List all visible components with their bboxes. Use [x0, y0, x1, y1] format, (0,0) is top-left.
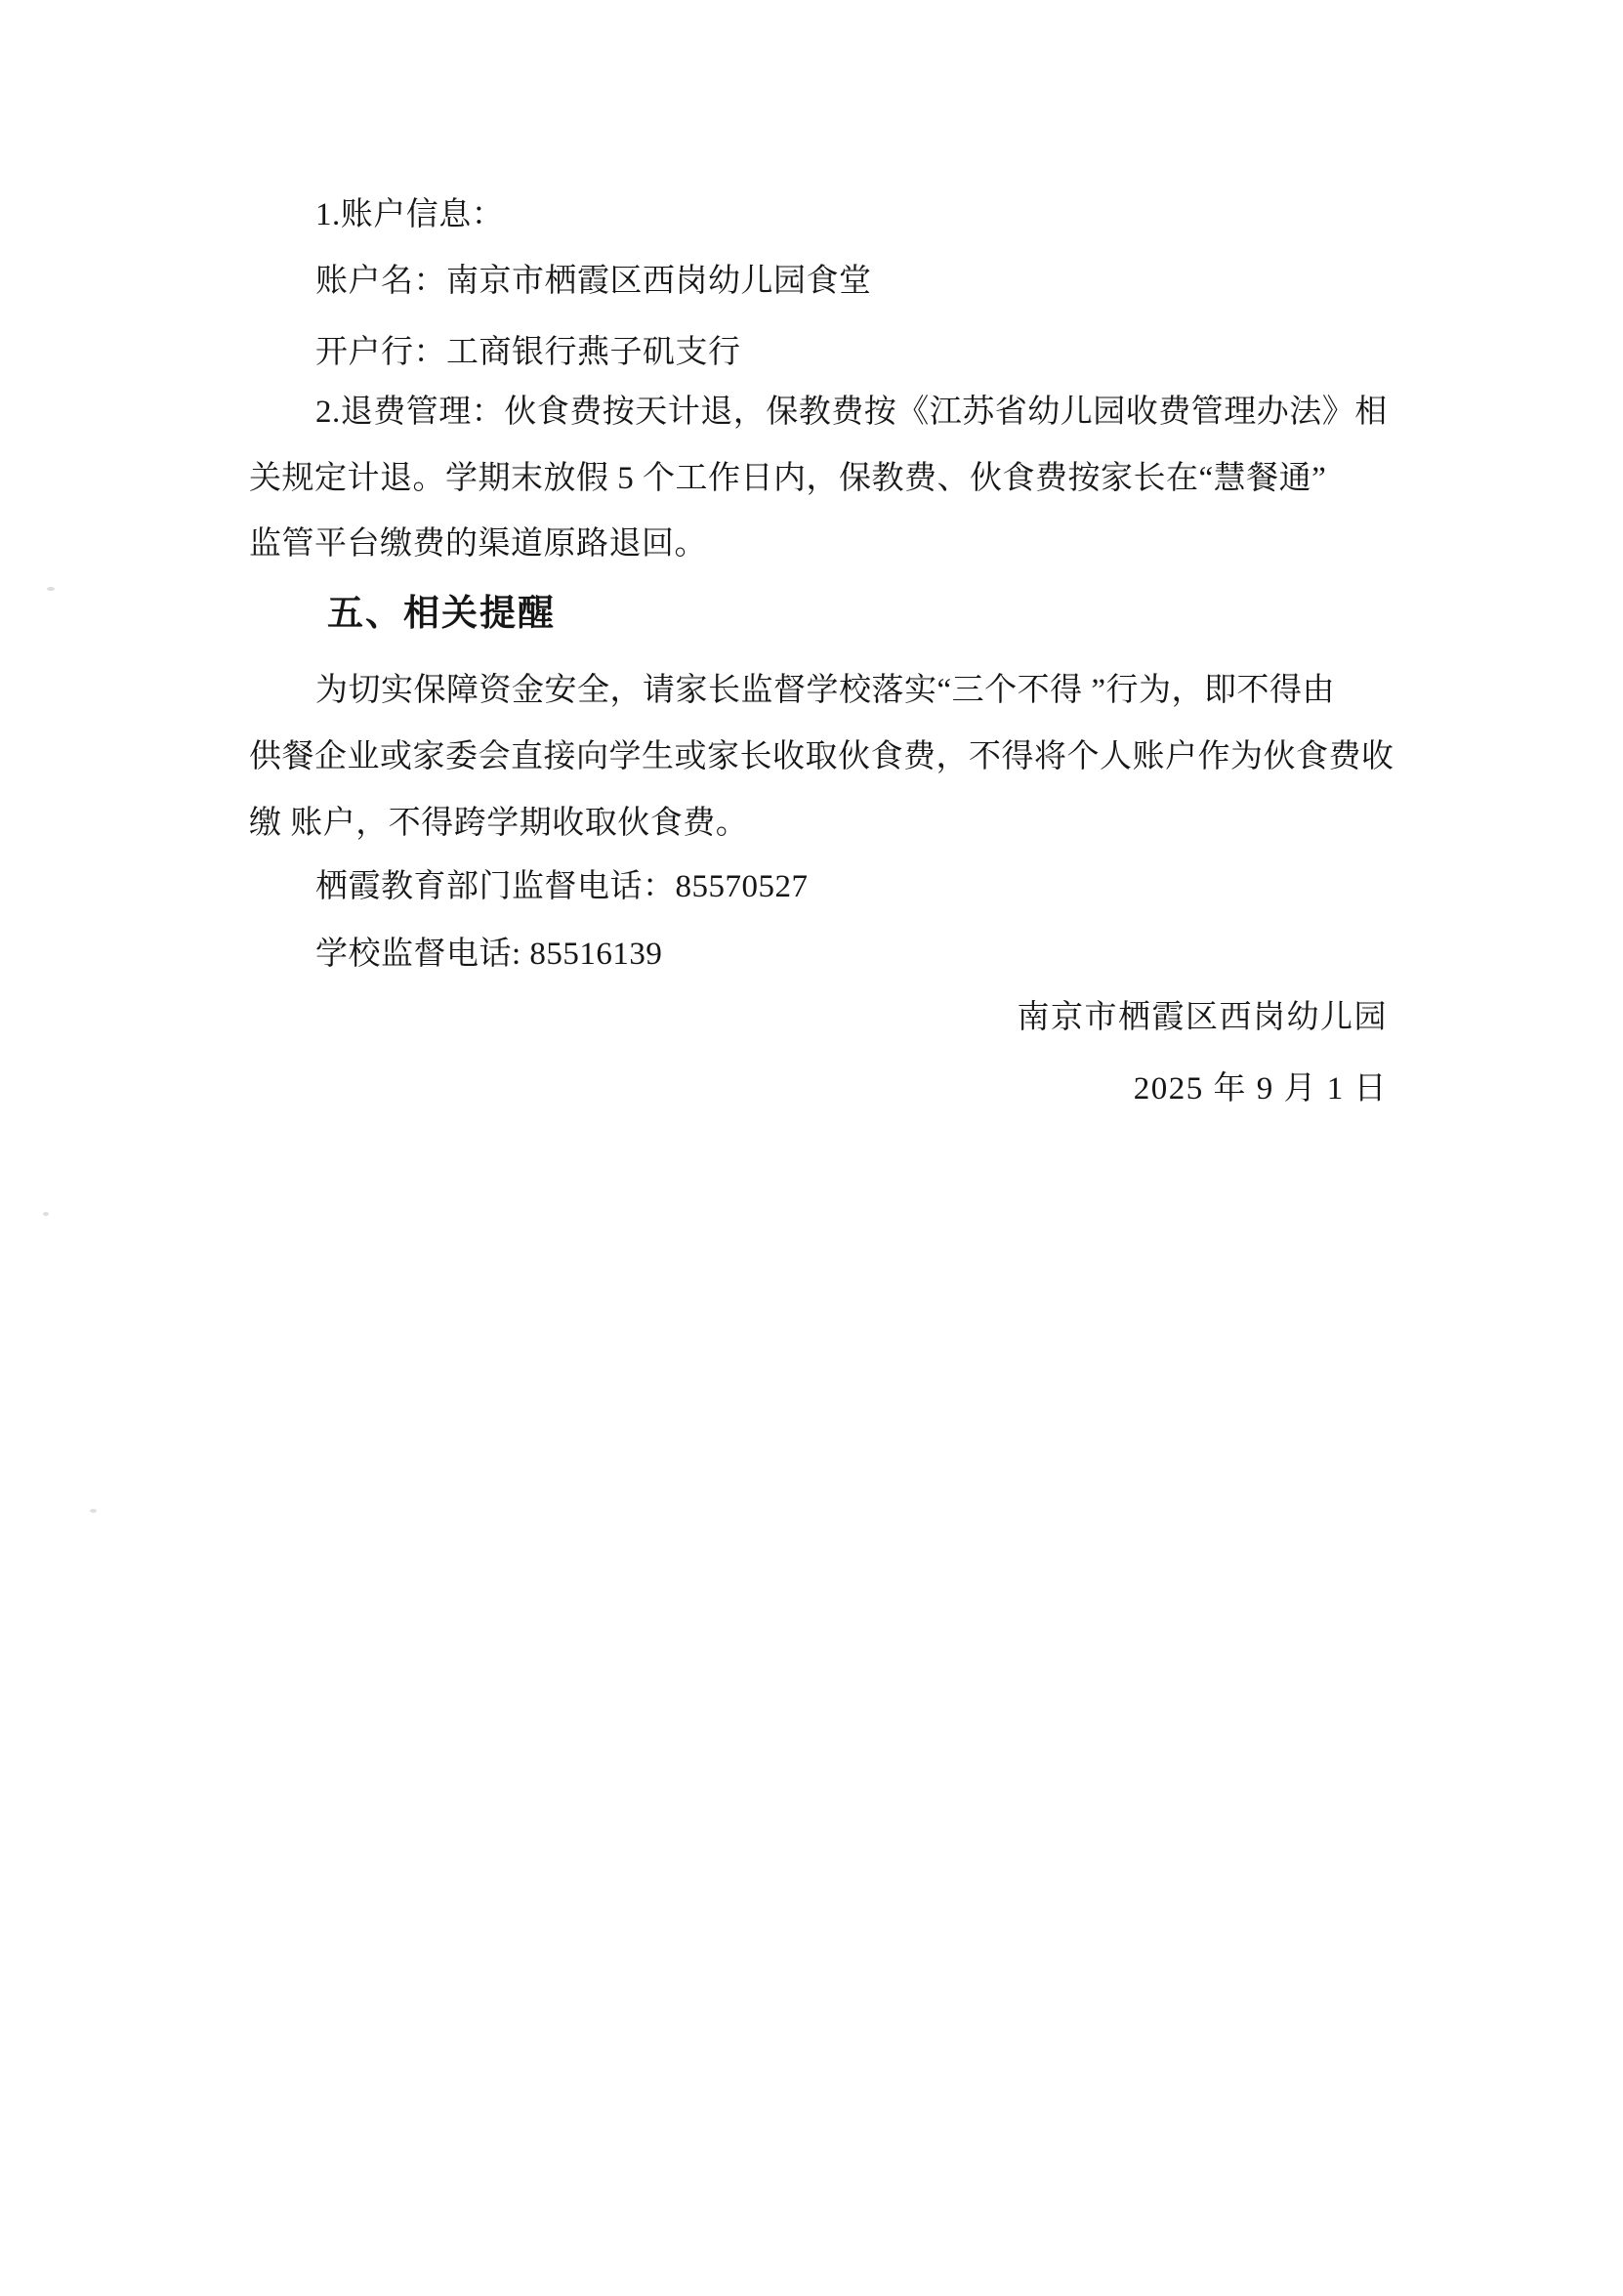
- line-reminder-3: 缴 账户，不得跨学期收取伙食费。: [249, 806, 749, 841]
- section-heading-reminders: 五、相关提醒: [327, 593, 556, 633]
- line-account-name: 账户名：南京市栖霞区西岗幼儿园食堂: [315, 264, 872, 299]
- signature-date: 2025 年 9 月 1 日: [1133, 1071, 1388, 1106]
- line-refund-policy-2: 关规定计退。学期末放假 5 个工作日内，保教费、伙食费按家长在“慧餐通”: [249, 461, 1327, 496]
- line-refund-policy-3: 监管平台缴费的渠道原路退回。: [249, 526, 707, 562]
- scan-speck: [90, 1509, 97, 1513]
- line-bank-branch: 开户行：工商银行燕子矶支行: [315, 335, 741, 370]
- line-refund-policy-1: 2.退费管理：伙食费按天计退，保教费按《江苏省幼儿园收费管理办法》相: [315, 395, 1388, 430]
- line-school-supervision-phone: 学校监督电话: 85516139: [315, 937, 663, 972]
- scan-speck: [43, 1212, 49, 1216]
- line-reminder-1: 为切实保障资金安全，请家长监督学校落实“三个不得 ”行为，即不得由: [315, 673, 1336, 708]
- line-account-info-title: 1.账户信息：: [315, 197, 505, 232]
- line-reminder-2: 供餐企业或家委会直接向学生或家长收取伙食费，不得将个人账户作为伙食费收: [249, 739, 1394, 774]
- signature-school-name: 南京市栖霞区西岗幼儿园: [1017, 1000, 1388, 1035]
- scan-speck: [47, 587, 55, 591]
- line-education-supervision-phone: 栖霞教育部门监督电话：85570527: [315, 869, 809, 904]
